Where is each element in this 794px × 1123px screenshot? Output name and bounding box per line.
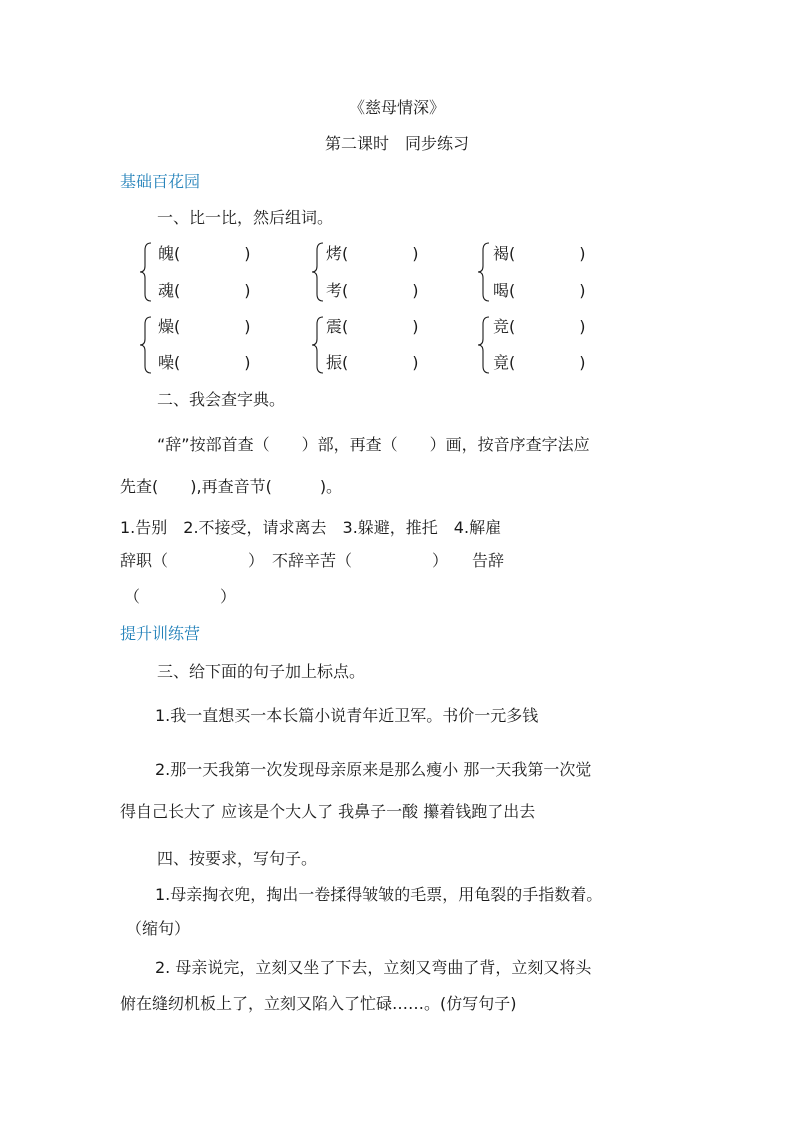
q2-text-line1[interactable]: “辞”按部首查（ ）部，再查（ ）画，按音序查字法应 (157, 435, 590, 454)
q4-heading: 四、按要求，写句子。 (157, 849, 318, 868)
compare-word-bottom[interactable]: 考( ) (326, 281, 419, 300)
compare-word-bottom[interactable]: 振( ) (326, 353, 419, 372)
q2-blanks[interactable]: 辞职（ ） 不辞辛苦（ ） 告辞 (120, 551, 505, 570)
page-title: 《慈母情深》 (348, 98, 445, 117)
q3-heading: 三、给下面的句子加上标点。 (157, 662, 366, 681)
q4-sentence-2-line2: 俯在缝纫机板上了，立刻又陷入了忙碌……。(仿写句子) (120, 994, 517, 1013)
q3-sentence-1: 1.我一直想买一本长篇小说青年近卫军。书价一元多钱 (155, 706, 539, 725)
brace-icon (477, 242, 491, 302)
compare-word-bottom[interactable]: 魂( ) (158, 281, 251, 300)
q2-options: 1.告别 2.不接受，请求离去 3.躲避，推托 4.解雇 (120, 518, 502, 537)
section-heading-basic: 基础百花园 (120, 172, 201, 191)
compare-word-top[interactable]: 震( ) (326, 317, 419, 336)
compare-word-top[interactable]: 烤( ) (326, 244, 419, 263)
q3-sentence-2-line1: 2.那一天我第一次发现母亲原来是那么瘦小 那一天我第一次觉 (155, 760, 592, 779)
q4-sentence-2-line1: 2. 母亲说完，立刻又坐了下去，立刻又弯曲了背，立刻又将头 (155, 958, 592, 977)
compare-word-bottom[interactable]: 竟( ) (493, 353, 586, 372)
q4-sentence-1-line2: （缩句） (126, 919, 191, 938)
compare-word-top[interactable]: 燥( ) (158, 317, 251, 336)
compare-word-top[interactable]: 褐( ) (493, 244, 586, 263)
section-heading-advanced: 提升训练营 (120, 624, 201, 643)
brace-icon (139, 242, 153, 302)
compare-word-bottom[interactable]: 噪( ) (158, 353, 251, 372)
brace-icon (477, 316, 491, 374)
page-subtitle: 第二课时 同步练习 (324, 134, 469, 153)
q1-heading: 一、比一比，然后组词。 (157, 208, 334, 227)
q2-blank-last[interactable]: （ ） (124, 587, 237, 606)
brace-icon (311, 316, 325, 374)
compare-word-top[interactable]: 魄( ) (158, 244, 251, 263)
q3-sentence-2-line2: 得自己长大了 应该是个大人了 我鼻子一酸 攥着钱跑了出去 (120, 802, 536, 821)
brace-icon (311, 242, 325, 302)
compare-word-bottom[interactable]: 喝( ) (493, 281, 586, 300)
brace-icon (139, 316, 153, 374)
compare-word-top[interactable]: 竞( ) (493, 317, 586, 336)
q2-heading: 二、我会查字典。 (157, 390, 286, 409)
q4-sentence-1-line1: 1.母亲掏衣兜，掏出一卷揉得皱皱的毛票，用龟裂的手指数着。 (155, 885, 603, 904)
q2-text-line2[interactable]: 先查( ),再查音节( )。 (120, 477, 343, 496)
